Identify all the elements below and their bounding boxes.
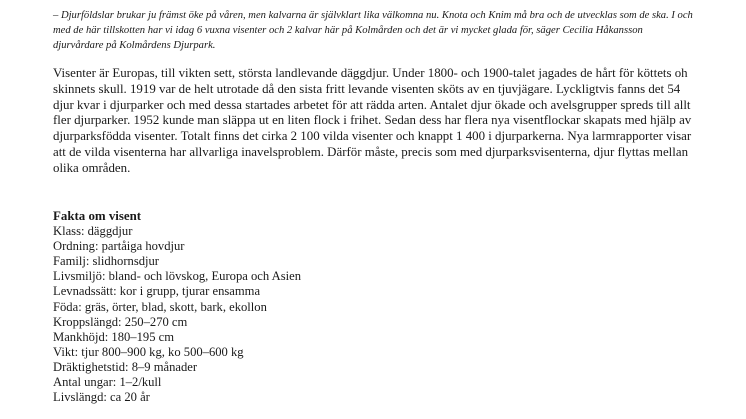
facts-title: Fakta om visent	[53, 209, 142, 223]
fact-item-lifespan: Livslängd: ca 20 år	[53, 390, 150, 405]
fact-item-order: Ordning: partåiga hovdjur	[53, 239, 185, 254]
fact-item-food: Föda: gräs, örter, blad, skott, bark, ekollon	[53, 299, 267, 314]
fact-item-body-length: Kroppslängd: 250–270 cm	[53, 314, 188, 329]
fact-item-family: Familj: slidhornsdjur	[53, 254, 160, 269]
fact-item-offspring: Antal ungar: 1–2/kull	[53, 375, 162, 390]
fact-item-lifestyle: Levnadssätt: kor i grupp, tjurar ensamma	[53, 284, 261, 299]
facts-list	[53, 224, 453, 405]
fact-item-habitat: Livsmiljö: bland- och lövskog, Europa och Asien	[53, 269, 301, 284]
facts-section	[53, 209, 453, 405]
fact-item-class: Klass: däggdjur	[53, 224, 133, 239]
fact-item-weight: Vikt: tjur 800–900 kg, ko 500–600 kg	[53, 344, 244, 359]
fact-item-shoulder-height: Mankhöjd: 180–195 cm	[53, 329, 175, 344]
body-paragraph: Visenter är Europas, till vikten sett, största landlevande däggdjur. Under 1800- och 1900-talet jagades de hårt för köttets oh skinnets skull. 1919 var de helt utrotade då den sista fritt levande visenten sköts av en tjuvjägare. Lyckligtvis fanns det 54 djur kvar i djurparker och med dessa startades arbetet för att rädda arten. Antalet djur ökade och avelsgrupper spreds till allt fler djurparker. 1952 kunde man släppa ut en liten flock i frihet. Sedan dess har flera nya visentflockar skapats med hjälp av djurparksfödda visenter. Totalt finns det cirka 2 100 vilda visenter och knappt 1 400 i djurparkerna. Nya larmrapporter visar att de vilda visenterna har allvarliga inavelsproblem. Därför måste, precis som med djurparksvisenterna, djur flyttas mellan olika områden.	[53, 66, 692, 175]
quote-paragraph: – Djurföldslar brukar ju främst öke på våren, men kalvarna är självklart lika välkomna nu. Knota och Knim må bra och de utvecklas som de ska. I och med de här tillskotten har vi idag 6 vuxna visenter och 2 kalvar här på Kolmården och det är vi mycket glada för, säger Cecilia Håkansson djurvårdare på Kolmårdens Djurpark.	[53, 10, 693, 51]
fact-item-gestation: Dräktighetstid: 8–9 månader	[53, 359, 198, 374]
